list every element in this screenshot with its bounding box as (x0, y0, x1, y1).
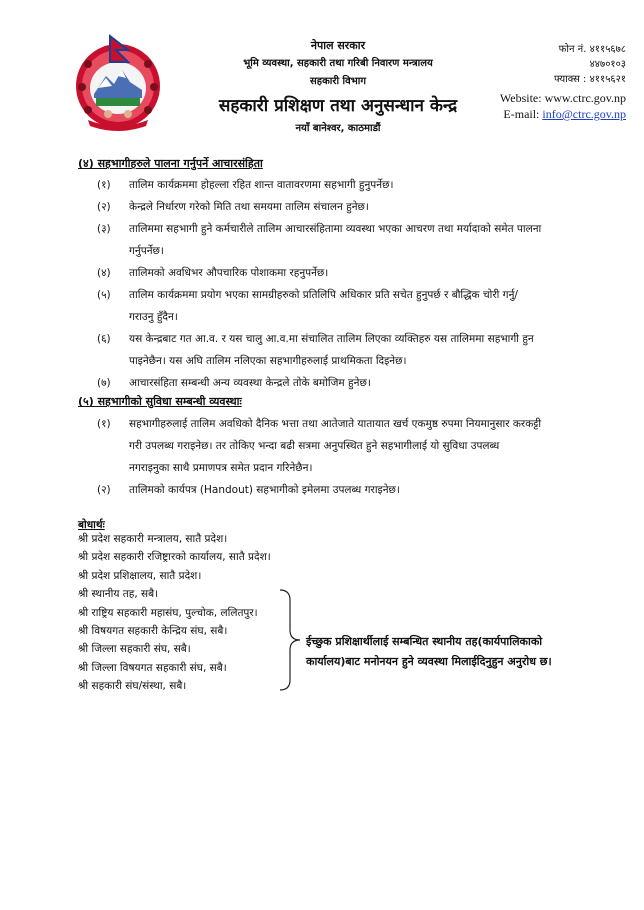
list-item (97, 218, 597, 262)
list-item-text: नगराइनुका साथै प्रमाणपत्र समेत प्रदान गरिनेछैन। (129, 462, 313, 474)
header-title: सहकारी प्रशिक्षण तथा अनुसन्धान केन्द्र (218, 96, 458, 116)
cc-recipient: श्री राष्ट्रिय सहकारी महासंघ, पुल्चोक, ललितपुर। (78, 606, 258, 619)
contact-block (466, 42, 626, 87)
list-item (97, 174, 597, 196)
list-item-number: (२) (97, 484, 111, 496)
cc-recipient: श्री सहकारी संघ/संस्था, सबै। (78, 680, 187, 693)
list-item-text: तालिम कार्यक्रममा प्रयोग भएका सामग्रीहरुको प्रतिलिपि अधिकार प्रति सचेत हुनुपर्छ र बौद्धिक चोरी गर्नु/ (129, 289, 518, 301)
list-item-number: (७) (97, 377, 111, 389)
cc-title: बोधार्थः (78, 519, 105, 531)
list-item-number: (५) (97, 289, 111, 301)
list-item-text: तालिमको कार्यपत्र (Handout) सहभागीको इमेलमा उपलब्ध गराइनेछ। (129, 484, 400, 496)
section-4-title: (४) सहभागीहरुले पालना गर्नुपर्ने आचारसंहिता (78, 157, 263, 170)
contact-website[interactable]: Website: www.ctrc.gov.np (499, 91, 626, 105)
list-item-text: सहभागीहरुलाई तालिम अवधिको दैनिक भत्ता तथा आतेजाते यातायात खर्च एकमुष्ठ रुपमा नियमानुसार करकट्टी (129, 418, 542, 430)
cc-recipient: श्री प्रदेश प्रशिक्षालय, सातै प्रदेश। (78, 569, 202, 582)
cc-recipient: श्री जिल्ला विषयगत सहकारी संघ, सबै। (78, 661, 227, 674)
cc-note (306, 632, 626, 672)
section-5-title: (५) सहभागीको सुविधा सम्बन्धी व्यवस्थाः (78, 395, 242, 408)
list-item (97, 262, 597, 284)
list-item-text: गर्नुपर्नेछ। (129, 245, 164, 257)
list-item-text: पाइनेछैन। यस अघि तालिम नलिएका सहभागीहरुलाई प्राथमिकता दिइनेछ। (129, 355, 407, 367)
cc-recipient: श्री जिल्ला सहकारी संघ, सबै। (78, 643, 191, 656)
header-line-government: नेपाल सरकार (310, 39, 366, 52)
list-item (97, 413, 597, 479)
contact-web-block (426, 90, 626, 122)
contact-email-link[interactable]: info@ctrc.gov.np (542, 107, 626, 121)
contact-phone-1: फोन नं. ४११५६७८ (558, 44, 626, 55)
cc-recipient: श्री स्थानीय तह, सबै। (78, 588, 159, 601)
list-item-number: (६) (97, 333, 111, 345)
list-item-text: गराउनु हुँदैन। (129, 311, 178, 323)
contact-email-label: E-mail: (503, 107, 543, 121)
list-item-number: (४) (97, 267, 111, 279)
cc-recipient: श्री प्रदेश सहकारी मन्त्रालय, सातै प्रदेश। (78, 533, 228, 545)
contact-email-row (426, 106, 626, 122)
header-address: नयाँ बानेश्वर, काठमाडौं (295, 123, 381, 134)
contact-fax: फ्याक्स : ४११५६२१ (553, 74, 626, 85)
list-item (97, 284, 597, 328)
list-item-text: केन्द्रले निर्धारण गरेको मिति तथा समयमा तालिम संचालन हुनेछ। (129, 201, 369, 213)
list-item (97, 372, 597, 394)
cc-brace (278, 588, 302, 692)
cc-note-line-1: ईच्छुक प्रशिक्षार्थीलाई सम्बन्धित स्थानीय तह(कार्यपालिकाको (306, 635, 543, 648)
header-line-ministry: भूमि व्यवस्था, सहकारी तथा गरिबी निवारण मन्त्रालय (243, 58, 433, 69)
nepal-government-emblem (68, 32, 168, 132)
list-item (97, 479, 597, 501)
list-item-number: (३) (97, 223, 111, 235)
contact-phone-2: ४४७०१०३ (589, 59, 626, 70)
cc-note-line-2: कार्यालय)बाट मनोनयन हुने व्यवस्था मिलाईदिनुहुन अनुरोध छ। (306, 655, 552, 668)
header-line-department: सहकारी विभाग (310, 76, 366, 87)
cc-recipient: श्री विषयगत सहकारी केन्द्रिय संघ, सबै। (78, 625, 228, 637)
list-item (97, 196, 597, 218)
cc-recipient: श्री प्रदेश सहकारी रजिष्ट्रारको कार्यालय, सातै प्रदेश। (78, 551, 271, 564)
list-item-number: (१) (97, 418, 111, 430)
list-item-text: तालिम कार्यक्रममा होहल्ला रहित शान्त वातावरणमा सहभागी हुनुपर्नेछ। (129, 179, 394, 191)
list-item-text: यस केन्द्रबाट गत आ.व. र यस चालु आ.व.मा संचालित तालिम लिएका व्यक्तिहरु यस तालिममा सहभागी हुन (129, 333, 534, 345)
list-item-number: (१) (97, 179, 111, 191)
list-item-number: (२) (97, 201, 111, 213)
list-item-text: आचारसंहिता सम्बन्धी अन्य व्यवस्था केन्द्रले तोके बमोजिम हुनेछ। (129, 377, 371, 389)
list-item-text: गरी उपलब्ध गराइनेछ। तर तोकिए भन्दा बढी सत्रमा अनुपस्थित हुने सहभागीलाई यो सुविधा उपलब्ध (129, 440, 500, 452)
list-item-text: तालिममा सहभागी हुने कर्मचारीले तालिम आचारसंहितामा व्यवस्था भएका आचरण तथा मर्यादाको समेत पालना (129, 223, 542, 235)
list-item-text: तालिमको अवधिभर औपचारिक पोशाकमा रहनुपर्नेछ। (129, 267, 329, 279)
list-item (97, 328, 597, 372)
